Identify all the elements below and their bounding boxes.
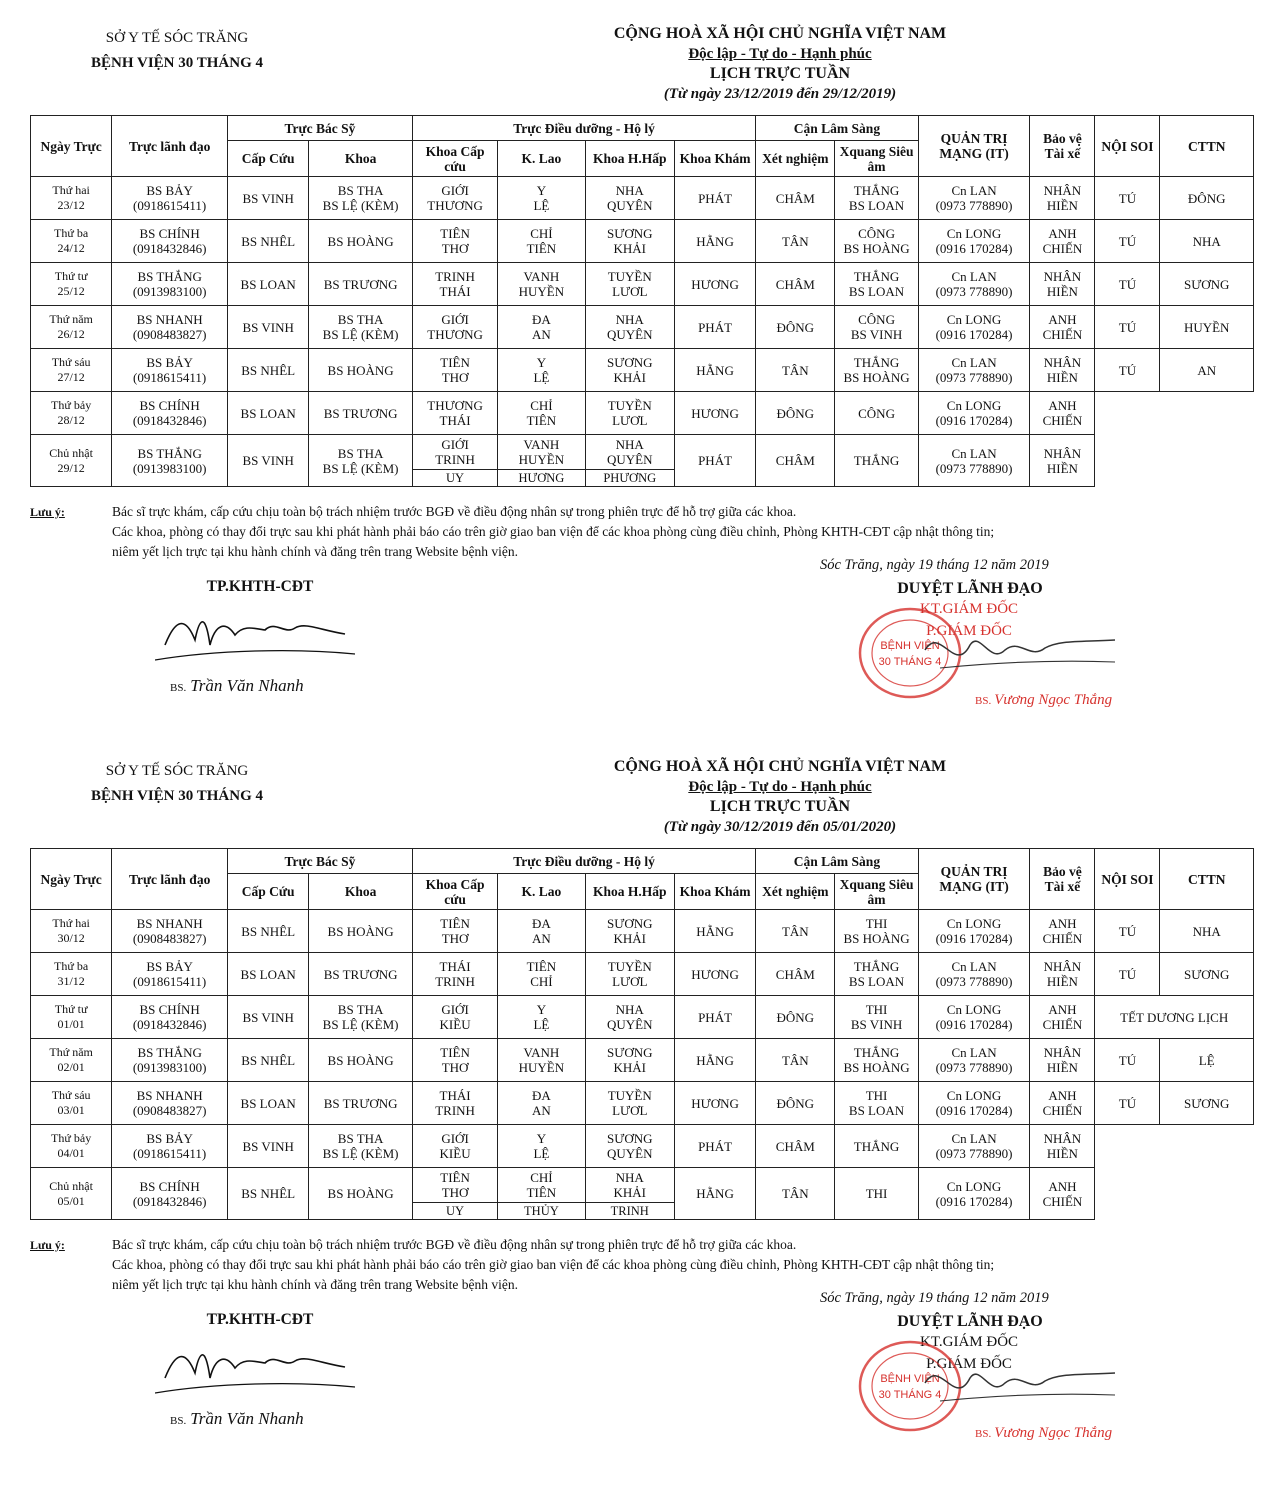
org-header [62,26,292,76]
cell-dept: BS TRƯƠNG [309,953,413,996]
cell-guard: ANH CHIẾN [1030,220,1095,263]
right-signer-name: BS. Vương Ngọc Thắng [975,1425,1113,1441]
cell-xray: THẮNG BS HOÀNG [835,1039,918,1082]
cell-nurse-er: TIÊN THƠ [412,349,497,392]
cell-exam: HƯƠNG [674,1082,755,1125]
col-dept: Khoa [309,874,413,910]
cell-resp-extra: TRINH [585,1203,674,1220]
cell-xray: THẮNG [835,435,918,487]
cell-cttn: ĐÔNG [1160,177,1254,220]
cell-endo: TÚ [1095,220,1160,263]
cell-resp: TUYỀN LƯƠL [585,392,674,435]
cell-tb: Y LỆ [498,996,585,1039]
left-signer-name: BS. Trần Văn Nhanh [170,676,304,695]
col-nurse-group: Trực Điều dưỡng - Hộ lý [412,116,755,141]
col-lab-group: Cận Lâm Sàng [756,116,919,141]
col-exam: Khoa Khám [674,141,755,177]
cell-test: CHÂM [756,1125,835,1168]
note-line-2: Các khoa, phòng có thay đổi trực sau khi phát hành phải báo cáo trên giờ giao ban viện để các khoa phòng cùng điều chỉnh, Phòng KHTH-CĐT cập nhật thông tin; [112,524,995,539]
cell-leader: BS CHÍNH (0918432846) [112,1168,228,1220]
cell-guard: NHÂN HIỀN [1030,263,1095,306]
cell-it: Cn LONG (0916 170284) [918,392,1030,435]
cell-tb: ĐA AN [498,910,585,953]
cell-resp: SƯƠNG KHẢI [585,220,674,263]
col-resp: Khoa H.Hấp [585,141,674,177]
cell-day: Thứ hai 23/12 [31,177,112,220]
deputy-line-2: P.GIÁM ĐỐC [926,1356,1012,1372]
approve-title: DUYỆT LÃNH ĐẠO [897,580,1043,597]
cell-guard: ANH CHIẾN [1030,1082,1095,1125]
table-row [31,263,1254,306]
cell-it: Cn LAN (0973 778890) [918,177,1030,220]
table-row [31,996,1254,1039]
cell-it: Cn LONG (0916 170284) [918,220,1030,263]
cell-test: CHÂM [756,263,835,306]
cell-cttn: SƯƠNG [1160,263,1254,306]
motto: Độc lập - Tự do - Hạnh phúc [688,46,872,62]
cell-endo: TÚ [1095,910,1160,953]
cell-dept: BS HOÀNG [309,1039,413,1082]
col-xray: Xquang Siêu âm [835,141,918,177]
col-guard: Bảo vệ Tài xế [1030,849,1095,910]
cell-holiday: TẾT DƯƠNG LỊCH [1095,996,1254,1039]
org-name: BỆNH VIỆN 30 THÁNG 4 [91,788,263,804]
cell-resp: NHA QUYÊN [585,996,674,1039]
col-nurse-group: Trực Điều dưỡng - Hộ lý [412,849,755,874]
cell-cttn: NHA [1160,910,1254,953]
col-nurse-er: Khoa Cấp cứu [412,141,497,177]
cell-tb: VANH HUYỀN [498,1039,585,1082]
cell-leader: BS NHANH (0908483827) [112,306,228,349]
cell-cttn: LỆ [1160,1039,1254,1082]
cell-day: Thứ tư 25/12 [31,263,112,306]
table-row [31,1039,1254,1082]
right-signature-mark [920,620,1120,680]
cell-nurse-er: TIÊN THƠ [412,1039,497,1082]
cell-emergency: BS VINH [228,306,309,349]
cell-emergency: BS LOAN [228,263,309,306]
cell-dept: BS TRƯƠNG [309,1082,413,1125]
cell-empty [1095,1125,1254,1168]
cell-day: Thứ năm 26/12 [31,306,112,349]
table-row [31,177,1254,220]
cell-resp: NHA QUYÊN [585,435,674,470]
cell-tb: CHỈ TIÊN [498,220,585,263]
cell-cttn: NHA [1160,220,1254,263]
note-line-1: Bác sĩ trực khám, cấp cứu chịu toàn bộ trách nhiệm trước BGĐ về điều động nhân sự trong phiên trực để hỗ trợ giữa các khoa. [112,1237,797,1252]
note-label: Lưu ý: [30,1238,65,1252]
cell-empty [1095,435,1254,487]
right-signature-mark [920,1353,1120,1413]
cell-leader: BS BẢY (0918615411) [112,953,228,996]
col-guard: Bảo vệ Tài xế [1030,116,1095,177]
col-xray: Xquang Siêu âm [835,874,918,910]
col-doctor-group: Trực Bác Sỹ [228,116,413,141]
cell-tb: Y LỆ [498,349,585,392]
cell-resp: SƯƠNG KHẢI [585,349,674,392]
cell-day: Chủ nhật 29/12 [31,435,112,487]
left-signer-title: TP.KHTH-CĐT [206,1311,314,1328]
cell-exam: HƯƠNG [674,263,755,306]
cell-tb: CHỈ TIÊN [498,1168,585,1203]
cell-test: TÂN [756,910,835,953]
cell-xray: CÔNG [835,392,918,435]
cell-emergency: BS NHÊL [228,1039,309,1082]
cell-emergency: BS LOAN [228,953,309,996]
cell-emergency: BS VINH [228,1125,309,1168]
cell-tb: TIÊN CHỈ [498,953,585,996]
deputy-line-1: KT.GIÁM ĐỐC [920,601,1019,617]
col-dept: Khoa [309,141,413,177]
cell-endo: TÚ [1095,306,1160,349]
cell-emergency: BS NHÊL [228,349,309,392]
note-line-3: niêm yết lịch trực tại khu hành chính và đăng trên trang Website bệnh viện. [112,544,518,559]
note-line-3: niêm yết lịch trực tại khu hành chính và đăng trên trang Website bệnh viện. [112,1277,518,1292]
cell-emergency: BS LOAN [228,392,309,435]
cell-dept: BS THA BS LỆ (KÈM) [309,177,413,220]
cell-endo: TÚ [1095,177,1160,220]
col-lab-group: Cận Lâm Sàng [756,849,919,874]
cell-resp: NHA QUYÊN [585,306,674,349]
cell-xray: CÔNG BS VINH [835,306,918,349]
cell-dept: BS HOÀNG [309,910,413,953]
cell-dept: BS TRƯƠNG [309,263,413,306]
nation-title: CỘNG HOÀ XÃ HỘI CHỦ NGHĨA VIỆT NAM [613,758,947,775]
cell-tb: ĐA AN [498,306,585,349]
cell-nurse-er: GIỚI THƯƠNG [412,306,497,349]
cell-xray: THẮNG BS LOAN [835,953,918,996]
svg-text:30 THÁNG 4: 30 THÁNG 4 [878,656,942,668]
cell-leader: BS THẮNG (0913983100) [112,1039,228,1082]
cell-exam: HẰNG [674,910,755,953]
cell-test: TÂN [756,220,835,263]
cell-nurse-er: TIÊN THƠ [412,220,497,263]
cell-leader: BS THẮNG (0913983100) [112,435,228,487]
cell-resp: TUYỀN LƯƠL [585,953,674,996]
deputy-line-1: KT.GIÁM ĐỐC [920,1334,1019,1350]
cell-xray: THẮNG BS LOAN [835,263,918,306]
col-tb: K. Lao [498,874,585,910]
cell-exam: PHÁT [674,996,755,1039]
notes [30,1235,1260,1295]
table-row [31,306,1254,349]
cell-leader: BS THẮNG (0913983100) [112,263,228,306]
cell-exam: PHÁT [674,1125,755,1168]
col-cttn: CTTN [1160,116,1254,177]
cell-nurse-er: TIÊN THƠ [412,1168,497,1203]
cell-nurse-er: TRINH THÁI [412,263,497,306]
col-tb: K. Lao [498,141,585,177]
cell-it: Cn LONG (0916 170284) [918,1082,1030,1125]
cell-day: Thứ năm 02/01 [31,1039,112,1082]
cell-cttn: SƯƠNG [1160,1082,1254,1125]
cell-day: Chủ nhật 05/01 [31,1168,112,1220]
cell-day: Thứ sáu 27/12 [31,349,112,392]
cell-dept: BS TRƯƠNG [309,392,413,435]
cell-exam: HẰNG [674,1039,755,1082]
cell-nurse-er: THÁI TRINH [412,1082,497,1125]
cell-guard: NHÂN HIỀN [1030,1039,1095,1082]
cell-day: Thứ hai 30/12 [31,910,112,953]
cell-nurse-er: TIÊN THƠ [412,910,497,953]
cell-nurse-er: GIỚI TRINH [412,435,497,470]
cell-resp: SƯƠNG QUYÊN [585,1125,674,1168]
cell-test: ĐÔNG [756,996,835,1039]
cell-dept: BS THA BS LỆ (KÈM) [309,306,413,349]
cell-tb: CHỈ TIÊN [498,392,585,435]
cell-guard: NHÂN HIỀN [1030,177,1095,220]
cell-endo: TÚ [1095,349,1160,392]
cell-cttn: AN [1160,349,1254,392]
left-signature-mark [155,1333,365,1403]
cell-xray: THẮNG BS HOÀNG [835,349,918,392]
cell-leader: BS CHÍNH (0918432846) [112,392,228,435]
national-header [520,24,1040,104]
cell-test: ĐÔNG [756,392,835,435]
cell-xray: THI BS HOÀNG [835,910,918,953]
cell-xray: THI BS VINH [835,996,918,1039]
org-parent: SỞ Y TẾ SÓC TRĂNG [105,763,249,779]
schedule-sheet [0,733,1272,1478]
motto: Độc lập - Tự do - Hạnh phúc [688,779,872,795]
org-header [62,759,292,809]
cell-guard: ANH CHIẾN [1030,910,1095,953]
org-parent: SỞ Y TẾ SÓC TRĂNG [105,30,249,46]
cell-guard: ANH CHIẾN [1030,1168,1095,1220]
cell-xray: THẮNG [835,1125,918,1168]
cell-exam: PHÁT [674,306,755,349]
cell-guard: ANH CHIẾN [1030,392,1095,435]
cell-test: TÂN [756,1039,835,1082]
cell-emergency: BS NHÊL [228,1168,309,1220]
deputy-line-2: P.GIÁM ĐỐC [926,623,1012,639]
cell-emergency: BS VINH [228,996,309,1039]
cell-dept: BS HOÀNG [309,220,413,263]
col-it: QUẢN TRỊ MẠNG (IT) [918,116,1030,177]
cell-day: Thứ bảy 28/12 [31,392,112,435]
cell-cttn: SƯƠNG [1160,953,1254,996]
cell-emergency: BS LOAN [228,1082,309,1125]
cell-tb: ĐA AN [498,1082,585,1125]
cell-tb-extra: HƯƠNG [498,470,585,487]
right-signer-name: BS. Vương Ngọc Thắng [975,692,1113,708]
cell-endo: TÚ [1095,1082,1160,1125]
cell-emergency: BS VINH [228,177,309,220]
cell-guard: NHÂN HIỀN [1030,1125,1095,1168]
table-row [31,392,1254,435]
table-row [31,435,1254,470]
col-emergency: Cấp Cứu [228,141,309,177]
cell-empty [1095,1168,1254,1220]
svg-text:BỆNH VIỆN: BỆNH VIỆN [880,640,940,652]
cell-leader: BS BẢY (0918615411) [112,177,228,220]
cell-tb: Y LỆ [498,1125,585,1168]
nation-title: CỘNG HOÀ XÃ HỘI CHỦ NGHĨA VIỆT NAM [613,25,947,42]
cell-it: Cn LAN (0973 778890) [918,1125,1030,1168]
cell-nurse-er: GIỚI THƯƠNG [412,177,497,220]
cell-nurse-er-extra: UY [412,470,497,487]
schedule-title: LỊCH TRỰC TUẦN [709,798,851,815]
cell-xray: CÔNG BS HOÀNG [835,220,918,263]
col-test: Xét nghiệm [756,874,835,910]
col-emergency: Cấp Cứu [228,874,309,910]
col-doctor-group: Trực Bác Sỹ [228,849,413,874]
svg-text:30 THÁNG 4: 30 THÁNG 4 [878,1389,942,1401]
cell-resp: SƯƠNG KHẢI [585,910,674,953]
cell-nurse-er-extra: UY [412,1203,497,1220]
col-it: QUẢN TRỊ MẠNG (IT) [918,849,1030,910]
cell-guard: ANH CHIẾN [1030,306,1095,349]
table-row [31,220,1254,263]
cell-resp: NHA QUYÊN [585,177,674,220]
cell-day: Thứ bảy 04/01 [31,1125,112,1168]
cell-it: Cn LONG (0916 170284) [918,306,1030,349]
table-row [31,910,1254,953]
col-resp: Khoa H.Hấp [585,874,674,910]
cell-exam: PHÁT [674,435,755,487]
cell-it: Cn LONG (0916 170284) [918,910,1030,953]
col-leader: Trực lãnh đạo [112,116,228,177]
cell-dept: BS THA BS LỆ (KÈM) [309,996,413,1039]
col-endo: NỘI SOI [1095,849,1160,910]
cell-exam: HƯƠNG [674,392,755,435]
cell-emergency: BS VINH [228,435,309,487]
cell-endo: TÚ [1095,1039,1160,1082]
table-row [31,349,1254,392]
cell-xray: THI [835,1168,918,1220]
cell-leader: BS NHANH (0908483827) [112,1082,228,1125]
cell-it: Cn LAN (0973 778890) [918,435,1030,487]
approve-title: DUYỆT LÃNH ĐẠO [897,1313,1043,1330]
org-name: BỆNH VIỆN 30 THÁNG 4 [91,55,263,71]
cell-resp: SƯƠNG KHẢI [585,1039,674,1082]
cell-nurse-er: GIỚI KIỀU [412,996,497,1039]
cell-test: TÂN [756,1168,835,1220]
cell-it: Cn LAN (0973 778890) [918,349,1030,392]
cell-resp: TUYỀN LƯƠL [585,1082,674,1125]
col-exam: Khoa Khám [674,874,755,910]
cell-test: CHÂM [756,177,835,220]
cell-guard: NHÂN HIỀN [1030,435,1095,487]
cell-day: Thứ sáu 03/01 [31,1082,112,1125]
place-date: Sóc Trăng, ngày 19 tháng 12 năm 2019 [820,557,1049,573]
cell-exam: PHÁT [674,177,755,220]
col-day: Ngày Trực [31,849,112,910]
cell-it: Cn LONG (0916 170284) [918,996,1030,1039]
table-row [31,1125,1254,1168]
cell-leader: BS BẢY (0918615411) [112,1125,228,1168]
cell-it: Cn LONG (0916 170284) [918,1168,1030,1220]
national-header [520,757,1040,837]
left-signer-name: BS. Trần Văn Nhanh [170,1409,304,1428]
table-row [31,1168,1254,1203]
cell-nurse-er: THÁI TRINH [412,953,497,996]
cell-emergency: BS NHÊL [228,910,309,953]
cell-tb: VANH HUYỀN [498,263,585,306]
cell-guard: NHÂN HIỀN [1030,953,1095,996]
place-date: Sóc Trăng, ngày 19 tháng 12 năm 2019 [820,1290,1049,1306]
date-range: (Từ ngày 23/12/2019 đến 29/12/2019) [663,86,897,102]
cell-endo: TÚ [1095,263,1160,306]
cell-guard: ANH CHIẾN [1030,996,1095,1039]
col-endo: NỘI SOI [1095,116,1160,177]
note-line-2: Các khoa, phòng có thay đổi trực sau khi phát hành phải báo cáo trên giờ giao ban viện để các khoa phòng cùng điều chỉnh, Phòng KHTH-CĐT cập nhật thông tin; [112,1257,995,1272]
cell-leader: BS NHANH (0908483827) [112,910,228,953]
cell-resp: TUYỀN LƯƠL [585,263,674,306]
cell-leader: BS CHÍNH (0918432846) [112,996,228,1039]
cell-exam: HẰNG [674,349,755,392]
cell-tb: Y LỆ [498,177,585,220]
cell-it: Cn LAN (0973 778890) [918,1039,1030,1082]
table-row [31,953,1254,996]
cell-day: Thứ tư 01/01 [31,996,112,1039]
note-line-1: Bác sĩ trực khám, cấp cứu chịu toàn bộ trách nhiệm trước BGĐ về điều động nhân sự trong phiên trực để hỗ trợ giữa các khoa. [112,504,797,519]
svg-text:BỆNH VIỆN: BỆNH VIỆN [880,1373,940,1385]
col-leader: Trực lãnh đạo [112,849,228,910]
col-test: Xét nghiệm [756,141,835,177]
cell-test: ĐÔNG [756,306,835,349]
col-nurse-er: Khoa Cấp cứu [412,874,497,910]
cell-exam: HƯƠNG [674,953,755,996]
cell-tb-extra: THỦY [498,1203,585,1220]
cell-dept: BS HOÀNG [309,349,413,392]
cell-nurse-er: THƯƠNG THÁI [412,392,497,435]
cell-test: ĐÔNG [756,1082,835,1125]
cell-nurse-er: GIỚI KIỀU [412,1125,497,1168]
col-cttn: CTTN [1160,849,1254,910]
cell-endo: TÚ [1095,953,1160,996]
cell-resp: NHA KHẢI [585,1168,674,1203]
table-row [31,1082,1254,1125]
cell-it: Cn LAN (0973 778890) [918,953,1030,996]
cell-empty [1095,392,1254,435]
cell-exam: HẰNG [674,1168,755,1220]
schedule-sheet [0,0,1272,745]
cell-guard: NHÂN HIỀN [1030,349,1095,392]
cell-resp-extra: PHƯƠNG [585,470,674,487]
cell-leader: BS CHÍNH (0918432846) [112,220,228,263]
cell-test: CHÂM [756,435,835,487]
left-signature-mark [155,600,365,670]
cell-xray: THẮNG BS LOAN [835,177,918,220]
cell-dept: BS THA BS LỆ (KÈM) [309,435,413,487]
cell-it: Cn LAN (0973 778890) [918,263,1030,306]
cell-cttn: HUYỀN [1160,306,1254,349]
duty-table [30,115,1254,487]
date-range: (Từ ngày 30/12/2019 đến 05/01/2020) [663,819,897,835]
left-signer-title: TP.KHTH-CĐT [206,578,314,595]
cell-exam: HẰNG [674,220,755,263]
cell-test: TÂN [756,349,835,392]
schedule-title: LỊCH TRỰC TUẦN [709,65,851,82]
cell-test: CHÂM [756,953,835,996]
cell-day: Thứ ba 31/12 [31,953,112,996]
col-day: Ngày Trực [31,116,112,177]
cell-day: Thứ ba 24/12 [31,220,112,263]
duty-table [30,848,1254,1220]
cell-xray: THI BS LOAN [835,1082,918,1125]
cell-dept: BS HOÀNG [309,1168,413,1220]
notes [30,502,1260,562]
cell-dept: BS THA BS LỆ (KÈM) [309,1125,413,1168]
cell-tb: VANH HUYỀN [498,435,585,470]
note-label: Lưu ý: [30,505,65,519]
cell-emergency: BS NHÊL [228,220,309,263]
cell-leader: BS BẢY (0918615411) [112,349,228,392]
